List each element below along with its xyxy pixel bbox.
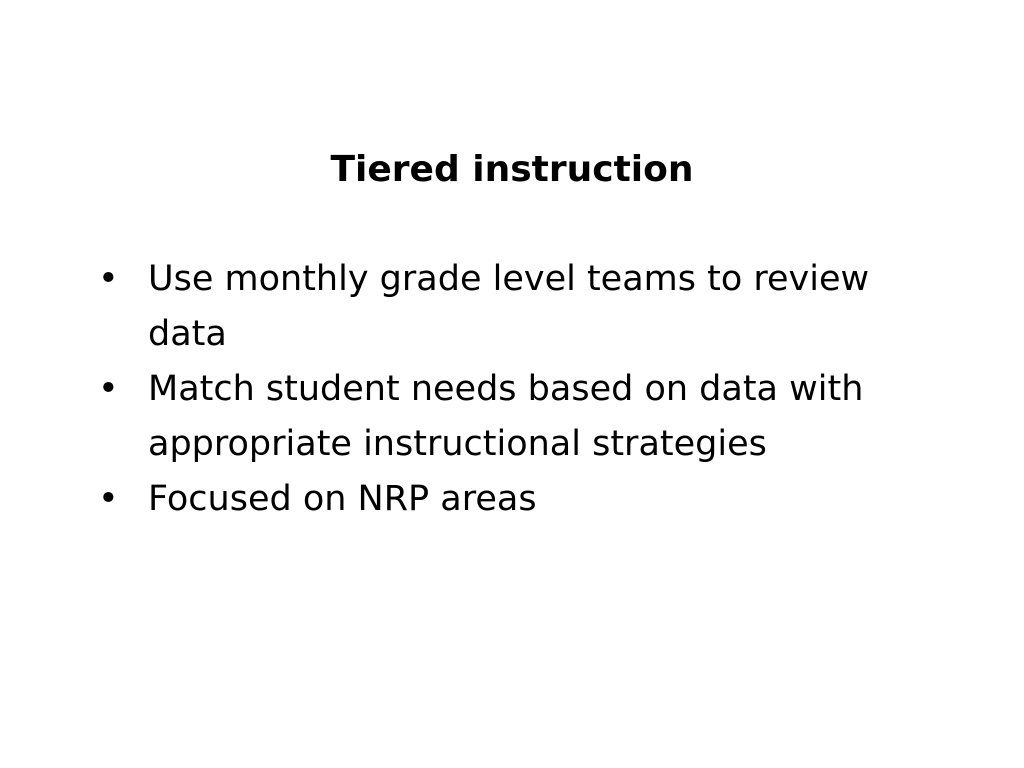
bullet-marker: •: [98, 479, 119, 519]
bullet-item: [92, 362, 952, 472]
bullet-text: Focused on NRP areas: [148, 479, 537, 519]
bullet-text: Match student needs based on data with appropriate instructional strategies: [148, 369, 864, 464]
bullet-text: Use monthly grade level teams to review data: [148, 259, 870, 354]
bullet-list: [92, 252, 952, 527]
bullet-item: [92, 252, 952, 362]
bullet-marker: •: [98, 369, 119, 409]
bullet-marker: •: [98, 259, 119, 299]
bullet-item: [92, 472, 952, 527]
slide-title: Tiered instruction: [330, 149, 694, 190]
